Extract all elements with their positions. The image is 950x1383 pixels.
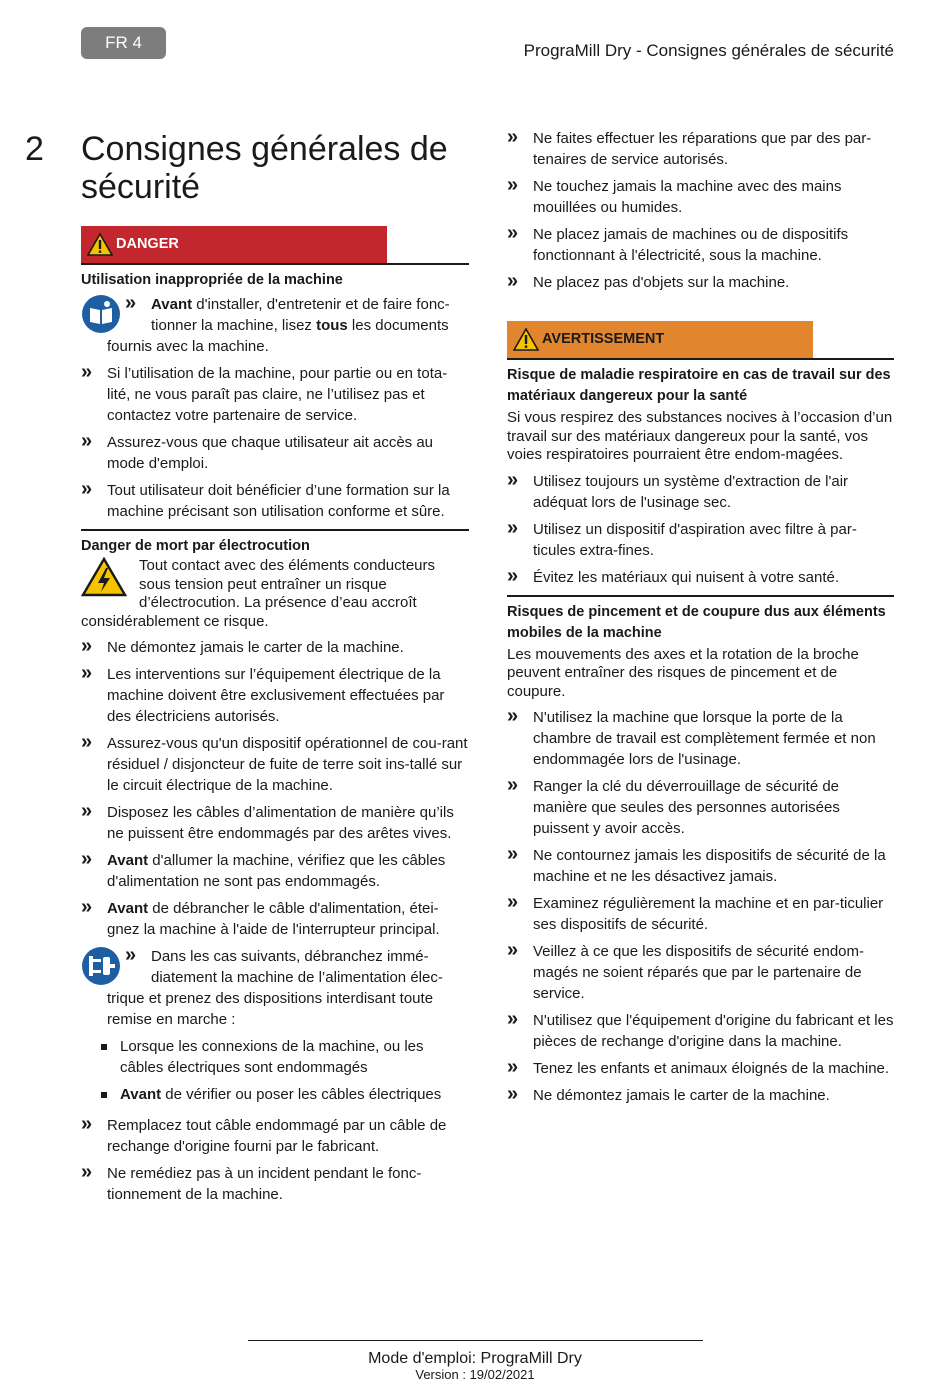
paragraph: Si vous respirez des substances nocives à l’occasion d’un travail sur des matériaux dangereux pour la santé, vos voies respiratoires pourraient être endom-magées.: [507, 409, 893, 463]
running-header: PrograMill Dry - Consignes générales de sécurité: [523, 41, 894, 60]
unplug-icon: [81, 946, 121, 986]
list-item: » Tenez les enfants et animaux éloignés de la machine.: [507, 1056, 890, 1078]
list-item: » Utilisez un dispositif d'aspiration avec filtre à par-ticules extra-fines.: [507, 516, 857, 559]
list-item: » Évitez les matériaux qui nuisent à votre santé.: [507, 564, 839, 587]
list-item: » Assurez-vous qu'un dispositif opérationnel de cou-rant résiduel / disjoncteur de fuite de terre soit ins-tallé sur le circuit électrique de la machine.: [81, 731, 468, 794]
bullet-text: tionner la machine, lisez tous les documents: [151, 317, 449, 334]
warning-signal-panel: [507, 321, 894, 360]
footer-version: Version : 19/02/2021: [415, 1367, 535, 1382]
section-heading-respiratory: Risque de maladie respiratoire en cas de travail sur des matériaux dangereux pour la santé: [507, 367, 891, 404]
list-item: » Utilisez toujours un système d'extraction de l'air adéquat lors de l'usinage sec.: [507, 468, 849, 511]
list-item: » Ne placez jamais de machines ou de dispositifs fonctionnant à l'électricité, sous la machine.: [507, 222, 849, 264]
chevron-bullet-icon: »: [507, 1008, 519, 1030]
chevron-bullet-icon: »: [125, 292, 137, 314]
chevron-bullet-icon: »: [507, 468, 519, 491]
page-number-badge: FR 4: [81, 27, 166, 59]
section-divider: [81, 529, 469, 531]
footer-title: Mode d'emploi: PrograMill Dry: [368, 1350, 582, 1367]
chevron-bullet-icon: »: [507, 774, 519, 796]
chevron-bullet-icon: »: [507, 174, 519, 196]
warning-label: AVERTISSEMENT: [542, 331, 665, 347]
chevron-bullet-icon: »: [507, 939, 519, 961]
chevron-bullet-icon: »: [81, 361, 93, 383]
disconnect-power-instruction: » Dans les cas suivants, débranchez immé- diatement la machine de l’alimentation élec- trique et prenez des dispositions interdisant toute remise en marche :: [81, 946, 469, 1030]
bullet-text: fournis avec la machine.: [107, 338, 269, 355]
list-item: » Ne remédiez pas à un incident pendant le fonc-tionnement de la machine.: [81, 1161, 422, 1203]
list-item: » Avant d'allumer la machine, vérifiez que les câbles d'alimentation ne sont pas endommagés.: [81, 848, 446, 890]
chevron-bullet-icon: »: [507, 126, 519, 148]
bullet-text: Avant d'installer, d'entretenir et de faire fonc-: [151, 296, 450, 313]
chevron-bullet-icon: »: [81, 800, 93, 822]
list-item: » Remplacez tout câble endommagé par un câble de rechange d'origine fourni par le fabricant.: [81, 1113, 447, 1155]
list-item: » Ne démontez jamais le carter de la machine.: [507, 1083, 830, 1105]
danger-label: DANGER: [116, 236, 179, 252]
electrocution-intro: Tout contact avec des éléments conducteurs sous tension peut entraîner un risque d’électrocution. La présence d’eau accroît considérablement ce risque.: [81, 557, 436, 630]
list-item: » Veillez à ce que les dispositifs de sécurité endom-magés ne soient réparés que par le partenaire de service.: [507, 939, 865, 1002]
chevron-bullet-icon: »: [507, 1056, 519, 1078]
paragraph: Les mouvements des axes et la rotation de la broche peuvent entraîner des risques de pincement et de coupure.: [507, 645, 859, 700]
list-item: Avant de vérifier ou poser les câbles électriques: [81, 1084, 469, 1105]
read-manual-instruction: [81, 294, 469, 357]
list-item: » Ne placez pas d'objets sur la machine.: [507, 270, 790, 292]
list-item: » Assurez-vous que chaque utilisateur ait accès au mode d'emploi.: [81, 430, 434, 472]
left-column: [81, 226, 469, 1211]
list-item: » Ne faites effectuer les réparations que par des par-tenaires de service autorisés.: [507, 126, 872, 168]
square-bullet-icon: [101, 1092, 107, 1098]
square-bullet-icon: [101, 1044, 107, 1050]
chevron-bullet-icon: »: [81, 731, 93, 753]
list-item: Lorsque les connexions de la machine, ou les câbles électriques sont endommagés: [81, 1036, 469, 1078]
list-item: » Si l’utilisation de la machine, pour partie ou en tota-lité, ne vous paraît pas claire, ne l’utilisez pas et contactez votre partenaire de service.: [81, 361, 448, 424]
danger-signal-word: [81, 226, 387, 263]
warning-triangle-icon: [513, 328, 539, 351]
list-item: » Les interventions sur l’équipement électrique de la machine doivent être exclusivement effectuées par des électriciens autorisés.: [81, 662, 445, 725]
chevron-bullet-icon: »: [81, 662, 93, 684]
list-item: » Ne démontez jamais le carter de la machine.: [81, 635, 404, 657]
list-item: » Avant de débrancher le câble d'alimentation, étei-gnez la machine à l'aide de l'interrupteur principal.: [81, 896, 440, 938]
list-item: » N'utilisez la machine que lorsque la porte de la chambre de travail est complètement fermée et non endommagée lors de l'usinage.: [507, 705, 876, 768]
list-item: » Ne touchez jamais la machine avec des mains mouillées ou humides.: [507, 174, 842, 216]
chevron-bullet-icon: »: [507, 1083, 519, 1105]
footer-divider: [248, 1340, 703, 1341]
section-heading-electrocution: Danger de mort par électrocution: [81, 538, 310, 554]
chapter-title: Consignes générales de sécurité: [81, 130, 448, 206]
chevron-bullet-icon: »: [507, 564, 519, 587]
list-item: » Tout utilisateur doit bénéficier d’une formation sur la machine précisant son utilisation conforme et sûre.: [81, 478, 450, 520]
list-item: » Ne contournez jamais les dispositifs de sécurité de la machine et ne les désactivez jamais.: [507, 843, 886, 885]
warning-triangle-icon: [87, 233, 113, 256]
chevron-bullet-icon: »: [507, 270, 519, 292]
chevron-bullet-icon: »: [81, 430, 93, 452]
chevron-bullet-icon: »: [507, 222, 519, 244]
chevron-bullet-icon: »: [81, 478, 93, 500]
chevron-bullet-icon: »: [81, 635, 93, 657]
chevron-bullet-icon: »: [507, 891, 519, 913]
right-column: [507, 128, 894, 1112]
read-manual-icon: [81, 294, 121, 334]
section-heading-misuse: Utilisation inappropriée de la machine: [81, 272, 343, 288]
chevron-bullet-icon: »: [507, 705, 519, 727]
chevron-bullet-icon: »: [81, 1113, 93, 1135]
chevron-bullet-icon: »: [81, 848, 93, 870]
section-heading-pinching: Risques de pincement et de coupure dus aux éléments mobiles de la machine: [507, 603, 886, 641]
electric-hazard-icon: [81, 557, 127, 597]
list-item: » Examinez régulièrement la machine et en par-ticulier ses dispositifs de sécurité.: [507, 891, 884, 933]
list-item: » Ranger la clé du déverrouillage de sécurité de manière que seules des personnes autorisées puissent y avoir accès.: [507, 774, 840, 837]
chevron-bullet-icon: »: [507, 516, 519, 539]
warning-signal-word: [507, 321, 813, 358]
chapter-number: 2: [25, 130, 44, 168]
section-divider: [507, 595, 894, 597]
chevron-bullet-icon: »: [81, 896, 93, 918]
danger-signal-panel: [81, 226, 469, 265]
chevron-bullet-icon: »: [81, 1161, 93, 1183]
list-item: » N'utilisez que l'équipement d'origine du fabricant et les pièces de rechange d'origine dans la machine.: [507, 1008, 894, 1050]
chevron-bullet-icon: »: [507, 843, 519, 865]
chevron-bullet-icon: »: [125, 944, 137, 966]
list-item: » Disposez les câbles d’alimentation de manière qu’ils ne puissent être endommagés par des arêtes vives.: [81, 800, 454, 842]
